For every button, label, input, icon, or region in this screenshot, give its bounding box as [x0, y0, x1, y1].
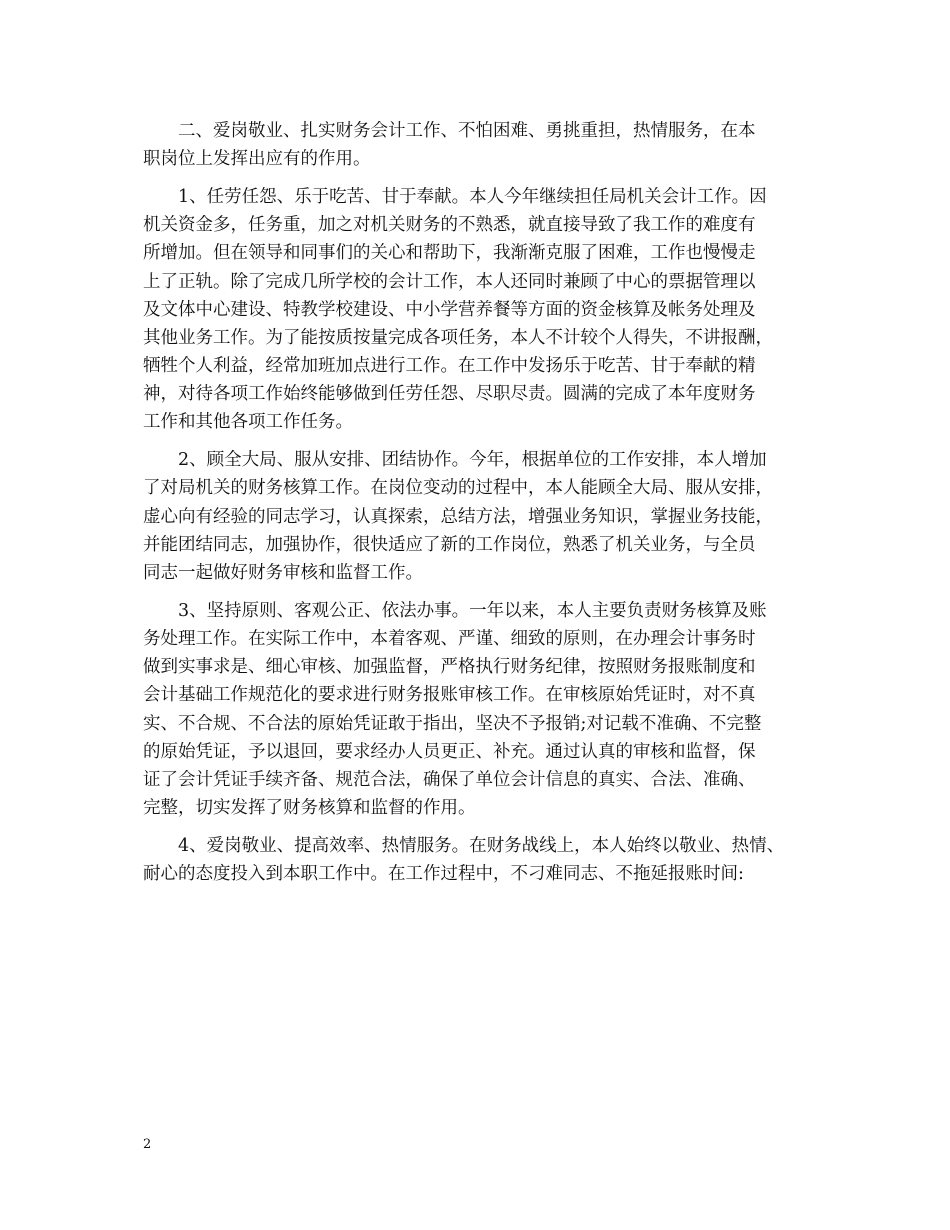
- paragraph-2-line-8: 神，对待各项工作始终能够做到任劳任怨、尽职尽责。圆满的完成了本年度财务: [143, 384, 756, 405]
- paragraph-3-line-1: 2、顾全大局、服从安排、团结协作。今年，根据单位的工作安排，本人增加: [178, 450, 767, 471]
- paragraph-5-line-2: 耐心的态度投入到本职工作中。在工作过程中，不刁难同志、不拖延报账时间:: [143, 864, 744, 885]
- document-body: [143, 117, 808, 888]
- paragraph-4-line-6: 的原始凭证，予以退回，要求经办人员更正、补充。通过认真的审核和监督，保: [143, 741, 756, 762]
- paragraph-4-line-4: 会计基础工作规范化的要求进行财务报账审核工作。在审核原始凭证时，对不真: [143, 685, 756, 706]
- paragraph-4-line-8: 完整，切实发挥了财务核算和监督的作用。: [143, 798, 476, 819]
- paragraph-5-line-1: 4、爱岗敬业、提高效率、热情服务。在财务战线上，本人始终以敬业、热情、: [178, 835, 785, 856]
- paragraph-4-line-2: 务处理工作。在实际工作中，本着客观、严谨、细致的原则，在办理会计事务时: [143, 628, 756, 649]
- paragraph-3-line-2: 了对局机关的财务核算工作。在岗位变动的过程中，本人能顾全大局、服从安排，: [143, 478, 773, 499]
- paragraph-1-line-2: 职岗位上发挥出应有的作用。: [143, 149, 371, 170]
- paragraph-2-line-2: 机关资金多，任务重，加之对机关财务的不熟悉，就直接导致了我工作的难度有: [143, 215, 756, 236]
- page-number: 2: [143, 1137, 152, 1152]
- paragraph-4-line-3: 做到实事求是、细心审核、加强监督，严格执行财务纪律，按照财务报账制度和: [143, 657, 756, 678]
- paragraph-3-line-5: 同志一起做好财务审核和监督工作。: [143, 563, 423, 583]
- paragraph-2-line-5: 及文体中心建设、特教学校建设、中小学营养餐等方面的资金核算及帐务处理及: [143, 299, 756, 320]
- paragraph-2-line-7: 牺牲个人利益，经常加班加点进行工作。在工作中发扬乐于吃苦、甘于奉献的精: [143, 356, 756, 377]
- paragraph-3-line-3: 虚心向有经验的同志学习，认真探索，总结方法，增强业务知识，掌握业务技能，: [143, 506, 773, 527]
- paragraph-2-line-9: 工作和其他各项工作任务。: [143, 412, 353, 433]
- paragraph-4-line-7: 证了会计凭证手续齐备、规范合法，确保了单位会计信息的真实、合法、准确、: [143, 769, 756, 790]
- paragraph-2-line-6: 其他业务工作。为了能按质按量完成各项任务，本人不计较个人得失，不讲报酬，: [143, 327, 773, 348]
- paragraph-4-line-5: 实、不合规、不合法的原始凭证敢于指出，坚决不予报销;对记载不准确、不完整: [143, 713, 762, 734]
- paragraph-2-line-3: 所增加。但在领导和同事们的关心和帮助下，我渐渐克服了困难，工作也慢慢走: [143, 243, 756, 264]
- paragraph-3-line-4: 并能团结同志，加强协作，很快适应了新的工作岗位，熟悉了机关业务，与全员: [143, 534, 756, 555]
- paragraph-4-line-1: 3、坚持原则、客观公正、依法办事。一年以来，本人主要负责财务核算及账: [178, 600, 767, 621]
- paragraph-1-line-1: 二、爱岗敬业、扎实财务会计工作、不怕困难、勇挑重担，热情服务，在本: [178, 121, 756, 141]
- paragraph-2-line-4: 上了正轨。除了完成几所学校的会计工作，本人还同时兼顾了中心的票据管理以: [143, 271, 756, 292]
- paragraph-2-line-1: 1、任劳任怨、乐于吃苦、甘于奉献。本人今年继续担任局机关会计工作。因: [178, 186, 767, 207]
